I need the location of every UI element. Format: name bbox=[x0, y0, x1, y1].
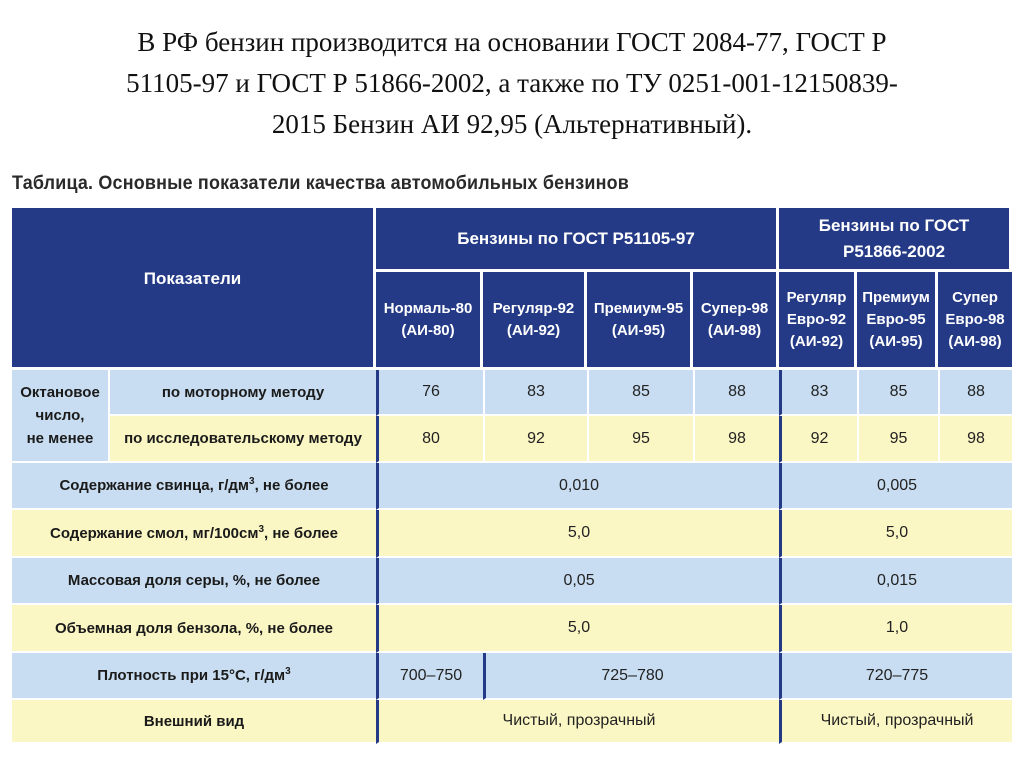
research-value-super-euro-98: 98 bbox=[938, 416, 1012, 463]
octane-line3: не менее bbox=[26, 430, 94, 447]
appearance-value-gost-51105: Чистый, прозрачный bbox=[376, 700, 779, 744]
motor-value-super-euro-98: 88 bbox=[938, 370, 1012, 416]
col-line1: Регуляр-92 bbox=[492, 299, 575, 317]
table-row bbox=[12, 463, 1012, 510]
benzene-value-gost-51105: 5,0 bbox=[376, 605, 779, 653]
label-sup: 3 bbox=[258, 523, 265, 535]
density-value-normal-80: 700–750 bbox=[376, 653, 483, 700]
resins-value-gost-51866: 5,0 bbox=[779, 510, 1012, 558]
label-text: Плотность при 15°С, г/дм bbox=[97, 667, 286, 684]
col-line1: Супер-98 bbox=[700, 299, 769, 317]
sulfur-value-gost-51866: 0,015 bbox=[779, 558, 1012, 605]
table-row bbox=[12, 558, 1012, 605]
label-text: Содержание свинца, г/дм bbox=[59, 477, 249, 494]
appearance-label: Внешний вид bbox=[12, 700, 376, 744]
motor-value-premium-95: 85 bbox=[587, 370, 693, 416]
motor-value-super-98: 88 bbox=[693, 370, 779, 416]
density-value-gost-51866: 720–775 bbox=[779, 653, 1012, 700]
table-row bbox=[12, 605, 1012, 653]
param-header: Показатели bbox=[12, 208, 376, 370]
group2-line2: Р51866-2002 bbox=[842, 241, 946, 261]
group-header-gost-51105: Бензины по ГОСТ Р51105-97 bbox=[376, 208, 779, 272]
table-caption: Таблица. Основные показатели качества автомобильных бензинов bbox=[12, 172, 629, 194]
motor-method-label: по моторному методу bbox=[108, 370, 376, 416]
col-line2: Евро-98 bbox=[945, 310, 1005, 328]
col-line2: Евро-95 bbox=[866, 310, 926, 328]
research-value-normal-80: 80 bbox=[376, 416, 483, 463]
heading-line-1: В РФ бензин производится на основании ГОСТ 2084-77, ГОСТ Р bbox=[137, 27, 887, 57]
label-suffix: , не более bbox=[264, 524, 338, 542]
col-line2: (АИ-95) bbox=[611, 321, 666, 339]
motor-value-premium-euro-95: 85 bbox=[857, 370, 938, 416]
lead-value-gost-51105: 0,010 bbox=[376, 463, 779, 510]
col-line1: Нормаль-80 bbox=[383, 299, 473, 317]
slide-heading bbox=[20, 22, 1004, 145]
col-line3: (АИ-98) bbox=[948, 332, 1002, 350]
col-line2: (АИ-80) bbox=[401, 321, 455, 339]
benzene-value-gost-51866: 1,0 bbox=[779, 605, 1012, 653]
research-value-regular-92: 92 bbox=[483, 416, 587, 463]
heading-line-3: 2015 Бензин АИ 92,95 (Альтернативный). bbox=[271, 109, 753, 139]
col-header-regular-92 bbox=[483, 272, 587, 370]
density-label bbox=[12, 653, 376, 700]
col-line2: Евро-92 bbox=[786, 310, 847, 328]
benzene-fraction-label: Объемная доля бензола, %, не более bbox=[12, 605, 376, 653]
col-header-super-98 bbox=[693, 272, 779, 370]
appearance-value-gost-51866: Чистый, прозрачный bbox=[779, 700, 1012, 744]
research-method-label: по исследовательскому методу bbox=[108, 416, 376, 463]
col-line2: (АИ-92) bbox=[506, 321, 561, 339]
heading-line-2: 51105-97 и ГОСТ Р 51866-2002, а также по ТУ 0251-001-12150839- bbox=[126, 68, 898, 98]
table-row bbox=[12, 510, 1012, 558]
table-row bbox=[12, 653, 1012, 700]
sulfur-value-gost-51105: 0,05 bbox=[376, 558, 779, 605]
research-value-super-98: 98 bbox=[693, 416, 779, 463]
col-line1: Премиум-95 bbox=[593, 299, 684, 317]
group-header-gost-51866 bbox=[779, 208, 1012, 272]
table-row bbox=[12, 416, 1012, 463]
resins-value-gost-51105: 5,0 bbox=[376, 510, 779, 558]
col-header-premium-95 bbox=[587, 272, 693, 370]
col-header-premium-euro-95 bbox=[857, 272, 938, 370]
col-line1: Регуляр bbox=[786, 288, 847, 306]
label-sup: 3 bbox=[249, 476, 255, 487]
lead-value-gost-51866: 0,005 bbox=[779, 463, 1012, 510]
col-header-super-euro-98 bbox=[938, 272, 1012, 370]
group2-line1: Бензины по ГОСТ bbox=[818, 215, 970, 235]
resins-content-label bbox=[12, 510, 376, 558]
research-value-regular-euro-92: 92 bbox=[779, 416, 857, 463]
motor-value-normal-80: 76 bbox=[376, 370, 483, 416]
table-row bbox=[12, 700, 1012, 744]
label-sup: 3 bbox=[285, 666, 291, 677]
research-value-premium-95: 95 bbox=[587, 416, 693, 463]
research-value-premium-euro-95: 95 bbox=[857, 416, 938, 463]
motor-value-regular-92: 83 bbox=[483, 370, 587, 416]
label-text: Содержание смол, мг/100см bbox=[50, 524, 259, 542]
octane-line2: число, bbox=[35, 407, 85, 424]
sulfur-fraction-label: Массовая доля серы, %, не более bbox=[12, 558, 376, 605]
col-line1: Супер bbox=[952, 288, 998, 306]
motor-value-regular-euro-92: 83 bbox=[779, 370, 857, 416]
col-header-normal-80 bbox=[376, 272, 483, 370]
octane-label bbox=[12, 370, 108, 463]
col-line2: (АИ-98) bbox=[707, 321, 762, 339]
lead-content-label bbox=[12, 463, 376, 510]
col-line1: Премиум bbox=[862, 288, 930, 306]
gasoline-quality-table bbox=[12, 208, 1012, 744]
octane-line1: Октановое bbox=[20, 384, 100, 401]
col-line3: (АИ-92) bbox=[789, 332, 844, 350]
col-line3: (АИ-95) bbox=[869, 332, 923, 350]
label-suffix: , не более bbox=[254, 477, 329, 494]
col-header-regular-euro-92 bbox=[779, 272, 857, 370]
table-row bbox=[12, 370, 1012, 416]
density-value-gost-51105-rest: 725–780 bbox=[483, 653, 779, 700]
